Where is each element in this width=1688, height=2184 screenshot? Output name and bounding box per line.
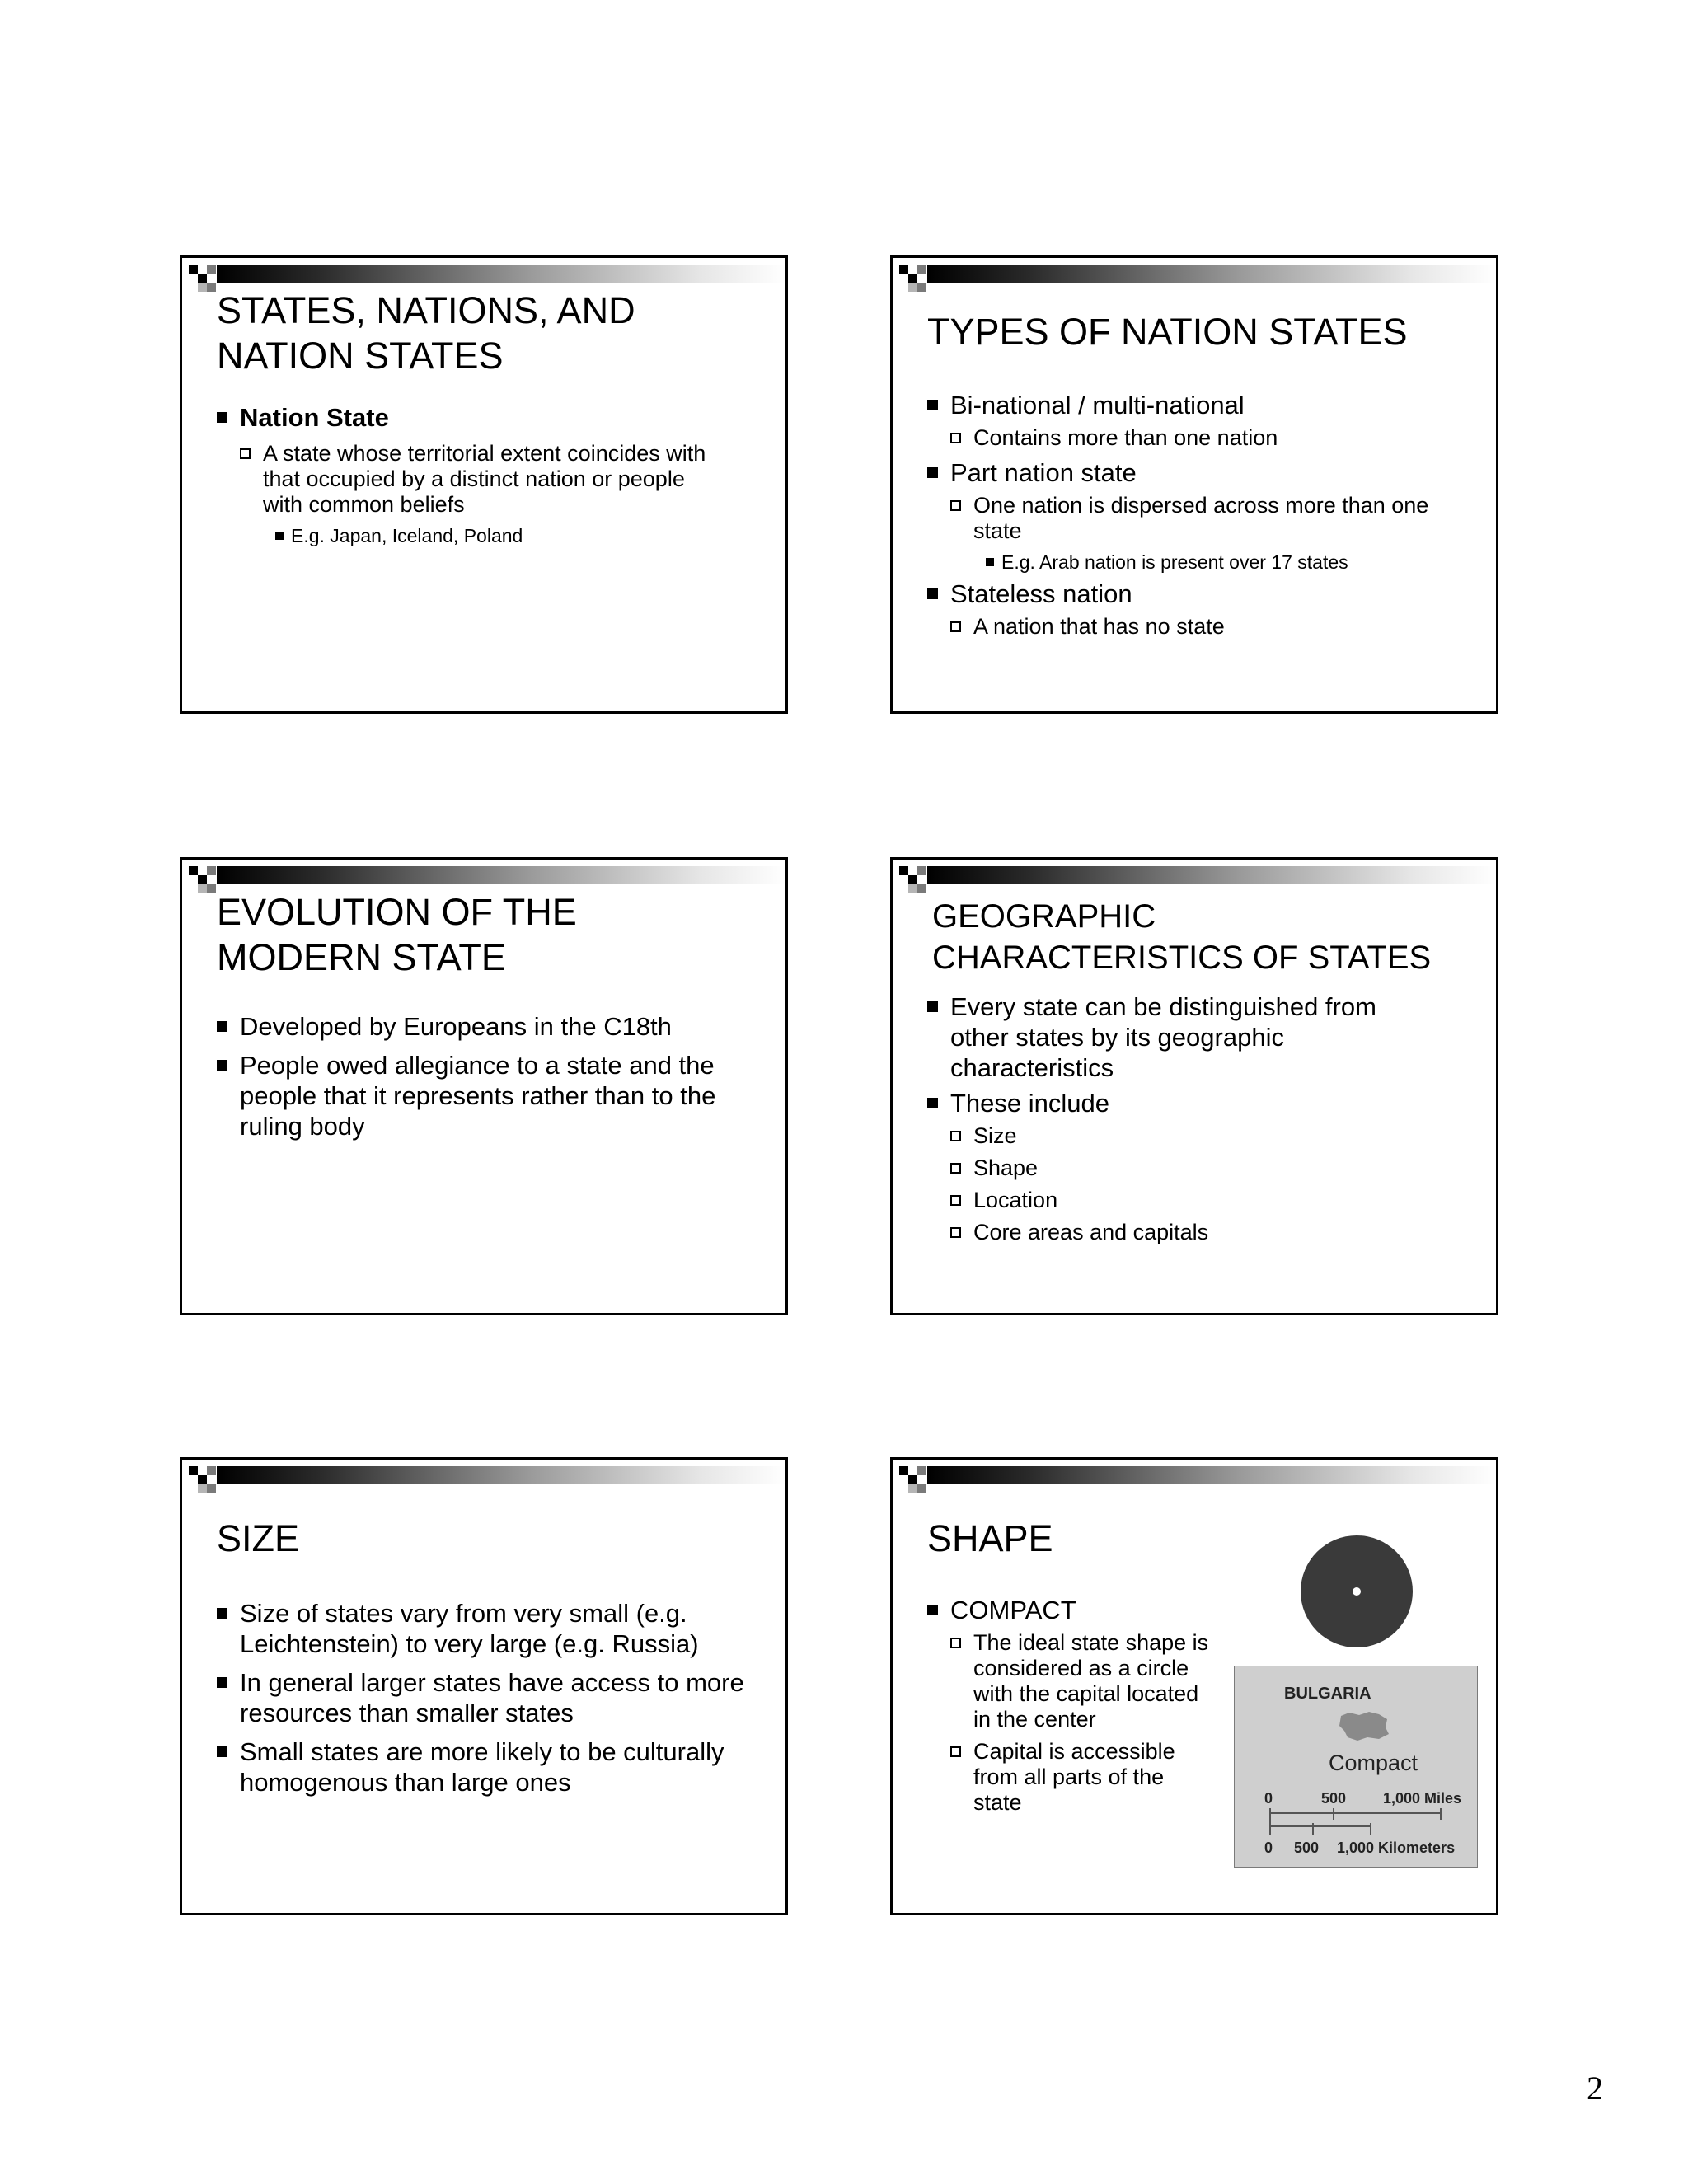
sub-bullet-item: Shape — [927, 1155, 1479, 1181]
bullet-item: These include — [927, 1088, 1479, 1118]
bullet-list — [927, 390, 1479, 646]
bullet-item: Small states are more likely to be culturally homogenous than large ones — [217, 1736, 776, 1797]
scale-label: 0 — [1264, 1790, 1273, 1807]
scale-label: 500 — [1321, 1790, 1347, 1807]
sub-bullet-item: A state whose territorial extent coincides with that occupied by a distinct nation or people with common beliefs — [217, 441, 724, 518]
bullet-item: Part nation state — [927, 457, 1479, 488]
bullet-item: Bi-national / multi-national — [927, 390, 1479, 420]
slide-size — [180, 1457, 788, 1915]
bullet-list — [927, 1595, 1224, 1822]
bullet-item: Stateless nation — [927, 579, 1479, 609]
title-gradient-bar — [217, 866, 785, 884]
bullet-item: Nation State — [217, 402, 769, 433]
title-gradient-bar — [217, 265, 785, 283]
title-gradient-bar — [927, 866, 1496, 884]
sub-bullet-item: One nation is dispersed across more than one state — [927, 493, 1435, 544]
slide-title: GEOGRAPHIC CHARACTERISTICS OF STATES — [932, 898, 1432, 976]
slide-geographic-characteristics — [890, 857, 1498, 1315]
sub-bullet-item: Contains more than one nation — [927, 425, 1479, 451]
scale-label: 500 — [1294, 1840, 1320, 1856]
bullet-item: In general larger states have access to more resources than smaller states — [217, 1667, 751, 1728]
bullet-item: Developed by Europeans in the C18th — [217, 1011, 769, 1042]
sub-bullet-item: Capital is accessible from all parts of the state — [927, 1739, 1212, 1816]
map-country-label: BULGARIA — [1284, 1685, 1372, 1703]
bullet-item: People owed allegiance to a state and the people that it represents rather than to the ruling body — [217, 1050, 751, 1141]
bullet-list — [217, 402, 769, 552]
sub-sub-bullet-item: E.g. Japan, Iceland, Poland — [217, 524, 769, 547]
slide-evolution-modern-state — [180, 857, 788, 1315]
scale-label: 0 — [1264, 1840, 1273, 1856]
title-gradient-bar — [927, 265, 1496, 283]
sub-bullet-item: Size — [927, 1123, 1479, 1149]
map-caption: Compact — [1329, 1750, 1418, 1775]
slide-types-of-nation-states — [890, 255, 1498, 714]
bullet-item: COMPACT — [927, 1595, 1224, 1625]
slide-states-nations — [180, 255, 788, 714]
compact-circle-illustration — [1301, 1535, 1413, 1647]
sub-sub-bullet-item: E.g. Arab nation is present over 17 states — [927, 551, 1479, 574]
bullet-list — [217, 1598, 769, 1806]
page-number: 2 — [1587, 2069, 1603, 2107]
scale-bar — [1235, 1666, 1479, 1868]
bullet-item: Every state can be distinguished from other states by its geographic characteristics — [927, 991, 1437, 1083]
scale-label: 1,000 Miles — [1383, 1790, 1462, 1807]
capital-dot — [1353, 1587, 1361, 1596]
sub-bullet-item: Location — [927, 1188, 1479, 1213]
bullet-item: Size of states vary from very small (e.g. Leichtenstein) to very large (e.g. Russia) — [217, 1598, 751, 1659]
bullet-list — [217, 1011, 769, 1150]
title-gradient-bar — [927, 1466, 1496, 1484]
sub-bullet-item: The ideal state shape is considered as a circle with the capital located in the center — [927, 1630, 1212, 1732]
bullet-list — [927, 991, 1479, 1252]
slide-title: TYPES OF NATION STATES — [927, 311, 1408, 353]
scale-label: 1,000 Kilometers — [1337, 1840, 1456, 1856]
slide-title: SIZE — [217, 1517, 300, 1559]
sub-bullet-item: A nation that has no state — [927, 614, 1479, 640]
title-gradient-bar — [217, 1466, 785, 1484]
sub-bullet-item: Core areas and capitals — [927, 1220, 1479, 1245]
slide-title: SHAPE — [927, 1517, 1053, 1559]
slide-title: STATES, NATIONS, AND NATION STATES — [217, 289, 635, 377]
slide-shape — [890, 1457, 1498, 1915]
slide-title: EVOLUTION OF THE MODERN STATE — [217, 891, 577, 978]
bulgaria-map — [1234, 1666, 1478, 1868]
